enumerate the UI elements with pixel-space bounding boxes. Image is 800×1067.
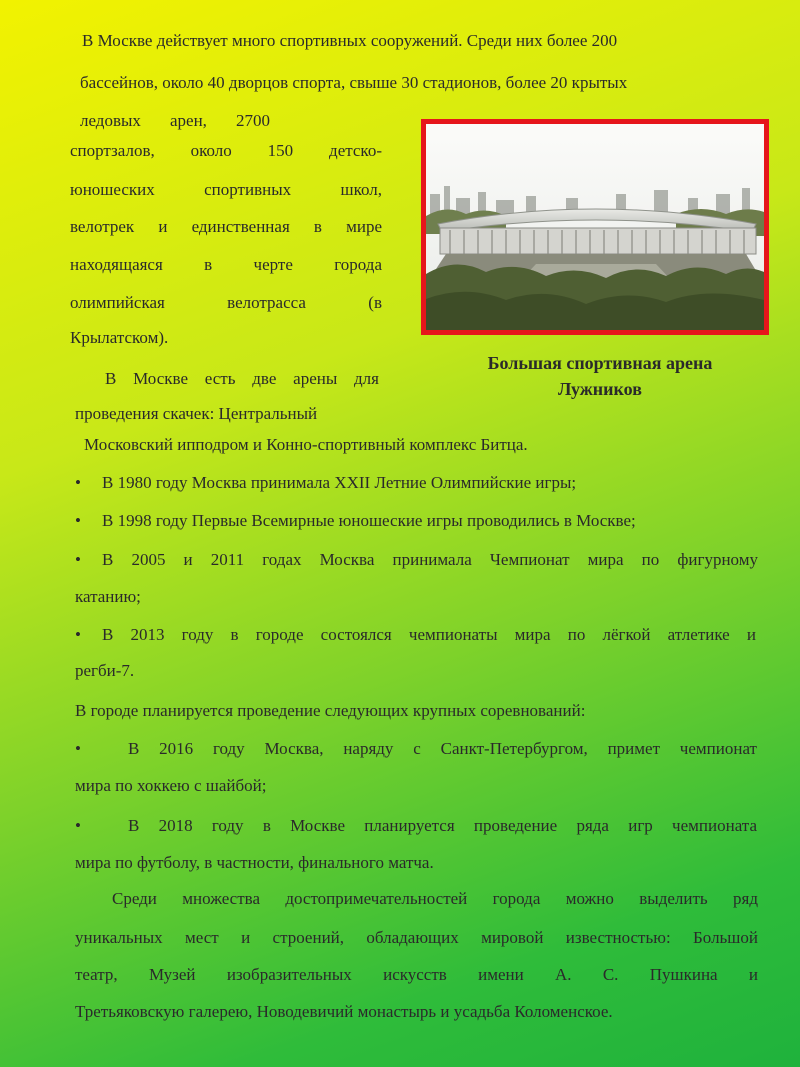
hippo-line-3: Московский ипподром и Конно-спортивный комплекс Битца. xyxy=(84,435,528,454)
bullet-icon: • xyxy=(75,511,81,530)
planned-heading: В городе планируется проведение следующих крупных соревнований: xyxy=(75,701,586,720)
landmarks-line-1: Среди множества достопримечательностей города можно выделить ряд xyxy=(112,889,758,908)
planned-2016-line-1: В 2016 году Москва, наряду с Санкт-Петербургом, примет чемпионат xyxy=(128,739,757,758)
intro-line-1: В Москве действует много спортивных сооружений. Среди них более 200 xyxy=(82,31,618,50)
stadium-illustration xyxy=(426,124,764,330)
intro-line-8: олимпийская велотрасса (в xyxy=(70,293,382,312)
intro-line-6: велотрек и единственная в мире xyxy=(70,217,382,236)
landmarks-line-3: театр, Музей изобразительных искусств имени А. С. Пушкина и xyxy=(75,965,758,984)
intro-line-5: юношеских спортивных школ, xyxy=(70,180,382,199)
event-2013-line-1: В 2013 году в городе состоялся чемпионаты мира по лёгкой атлетике и xyxy=(102,625,756,644)
event-1980: В 1980 году Москва принимала XXII Летние Олимпийские игры; xyxy=(102,473,577,492)
bullet-icon: • xyxy=(75,739,81,758)
hippo-line-2: проведения скачек: Центральный xyxy=(75,404,318,423)
intro-line-7: находящаяся в черте города xyxy=(70,255,382,274)
photo-caption-line-1: Большая спортивная арена xyxy=(487,353,713,373)
bullet-icon: • xyxy=(75,473,81,492)
bullet-icon: • xyxy=(75,625,81,644)
hippo-line-1: В Москве есть две арены для xyxy=(105,369,379,388)
landmarks-line-4: Третьяковскую галерею, Новодевичий монастырь и усадьба Коломенское. xyxy=(75,1002,613,1021)
planned-2016-line-2: мира по хоккею с шайбой; xyxy=(75,776,267,795)
landmarks-line-2: уникальных мест и строений, обладающих мировой известностью: Большой xyxy=(75,928,758,947)
bullet-icon: • xyxy=(75,550,81,569)
intro-line-4: спортзалов, около 150 детско- xyxy=(70,141,382,160)
event-2005-line-2: катанию; xyxy=(75,587,141,606)
event-1998: В 1998 году Первые Всемирные юношеские игры проводились в Москве; xyxy=(102,511,636,530)
event-2005-line-1: В 2005 и 2011 годах Москва принимала Чемпионат мира по фигурному xyxy=(102,550,758,569)
photo-caption-line-2: Лужников xyxy=(558,379,642,399)
photo-caption xyxy=(425,350,775,402)
intro-line-2: бассейнов, около 40 дворцов спорта, свыше 30 стадионов, более 20 крытых xyxy=(80,73,628,92)
intro-line-3: ледовых арен, 2700 xyxy=(80,111,270,130)
luzhniki-stadium-photo xyxy=(421,119,769,335)
intro-line-9: Крылатском). xyxy=(70,328,169,347)
event-2013-line-2: регби-7. xyxy=(75,661,135,680)
bullet-icon: • xyxy=(75,816,81,835)
planned-2018-line-2: мира по футболу, в частности, финального матча. xyxy=(75,853,434,872)
planned-2018-line-1: В 2018 году в Москве планируется проведение ряда игр чемпионата xyxy=(128,816,757,835)
